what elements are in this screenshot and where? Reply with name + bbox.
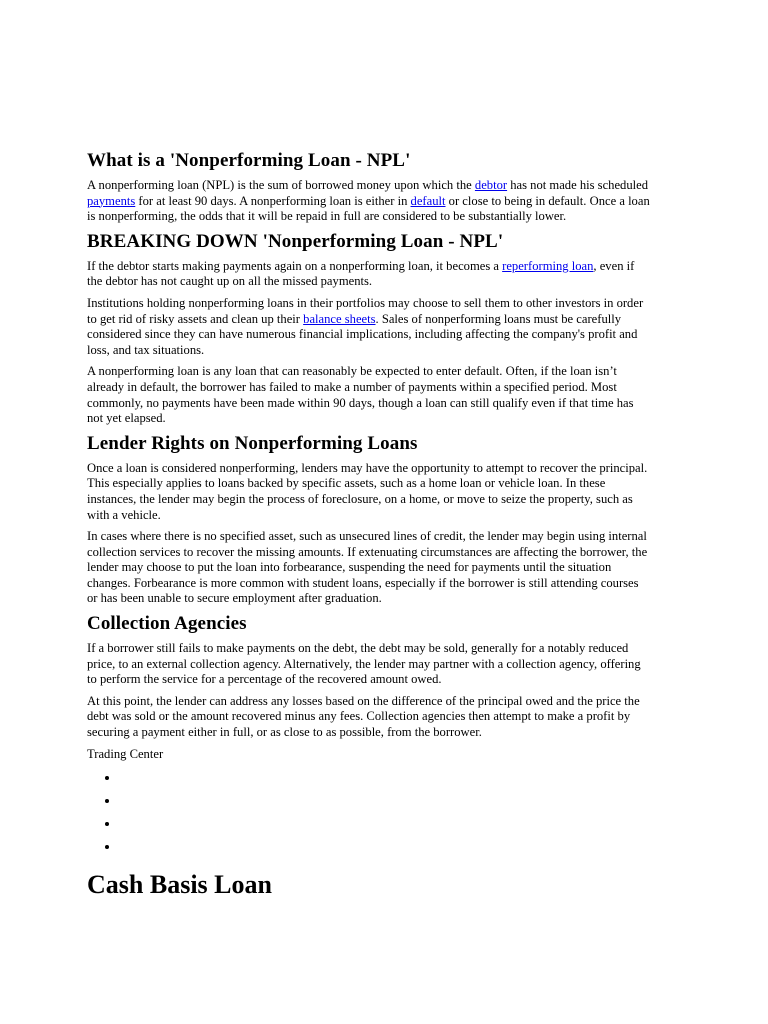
section-title-npl: What is a 'Nonperforming Loan - NPL' bbox=[87, 150, 411, 171]
link-debtor[interactable]: debtor bbox=[474, 178, 508, 192]
bullet-icon bbox=[105, 799, 109, 803]
trading-center-label: Trading Center bbox=[87, 746, 164, 761]
collection-paragraph-1: If a borrower still fails to make payments on the debt, the debt may be sold, generally for a notably reduced price, to an external collection agency. Alternatively, the lender may partner with a collection agency, offering to perform the service for a percentage of the recovered amount owed. bbox=[87, 641, 641, 687]
bullet-icon bbox=[105, 845, 109, 849]
list-item bbox=[105, 789, 652, 812]
link-default[interactable]: default bbox=[410, 193, 446, 208]
lender-rights-paragraph-1: Once a loan is considered nonperforming, lenders may have the opportunity to attempt to recover the principal. This especially applies to loans backed by specific assets, such as a home loan or vehicle loan. In these instances, the lender may begin the process of foreclosure, on a home, or move to seize the property, such as with a vehicle. bbox=[87, 460, 648, 522]
lender-rights-paragraph-2: In cases where there is no specified asset, such as unsecured lines of credit, the lender may begin using internal collection services to recover the missing amounts. If extenuating circumstances are affecting the borrower, the lender may choose to put the loan into forbearance, suspending the need for payments until the situation changes. Forbearance is more common with student loans, especially if the borrower is still attending courses or has been unable to secure employment after graduation. bbox=[87, 529, 648, 606]
npl-paragraph-1: A nonperforming loan (NPL) is the sum of borrowed money upon which the debtor has not made his scheduled payments for at least 90 days. A nonperforming loan is either in default or close to being in default. Once a loan is nonperforming, the odds that it will be repaid in full are considered to be substantially lower. bbox=[87, 178, 650, 224]
document-body bbox=[87, 150, 652, 900]
list-item bbox=[105, 835, 652, 858]
link-reperforming-loan[interactable]: reperforming loan bbox=[502, 258, 594, 273]
link-payments[interactable]: payments bbox=[87, 193, 136, 208]
breaking-down-paragraph-3: A nonperforming loan is any loan that can reasonably be expected to enter default. Often, if the loan isn’t already in default, the borrower has failed to make a number of payments within a specified period. Most commonly, no payments have been made within 90 days, though a loan can still qualify even if that time has not yet elapsed. bbox=[87, 364, 634, 426]
bullet-icon bbox=[105, 776, 109, 780]
trading-center-list bbox=[87, 766, 652, 858]
list-item bbox=[105, 812, 652, 835]
list-item bbox=[105, 766, 652, 789]
section-title-cash-basis-loan: Cash Basis Loan bbox=[87, 870, 272, 900]
section-title-breaking-down: BREAKING DOWN 'Nonperforming Loan - NPL' bbox=[87, 230, 504, 252]
breaking-down-paragraph-1: If the debtor starts making payments again on a nonperforming loan, it becomes a reperforming loan, even if the debtor has not caught up on all the missed payments. bbox=[87, 258, 635, 289]
section-title-collection-agencies: Collection Agencies bbox=[87, 613, 247, 635]
bullet-icon bbox=[105, 822, 109, 826]
link-balance-sheets[interactable]: balance sheets bbox=[303, 311, 376, 326]
collection-paragraph-2: At this point, the lender can address any losses based on the difference of the principal owed and the price the debt was sold or the amount recovered minus any fees. Collection agencies then attempt to make a profit by securing a payment either in full, or as close to as possible, from the borrower. bbox=[87, 693, 640, 740]
section-title-lender-rights: Lender Rights on Nonperforming Loans bbox=[87, 432, 418, 454]
breaking-down-paragraph-2: Institutions holding nonperforming loans in their portfolios may choose to sell them to other investors in order to get rid of risky assets and clean up their balance sheets. Sales of nonperforming loans must be carefully considered since they can have numerous financial implications, including affecting the company's profit and loss, and tax situations. bbox=[87, 295, 644, 357]
